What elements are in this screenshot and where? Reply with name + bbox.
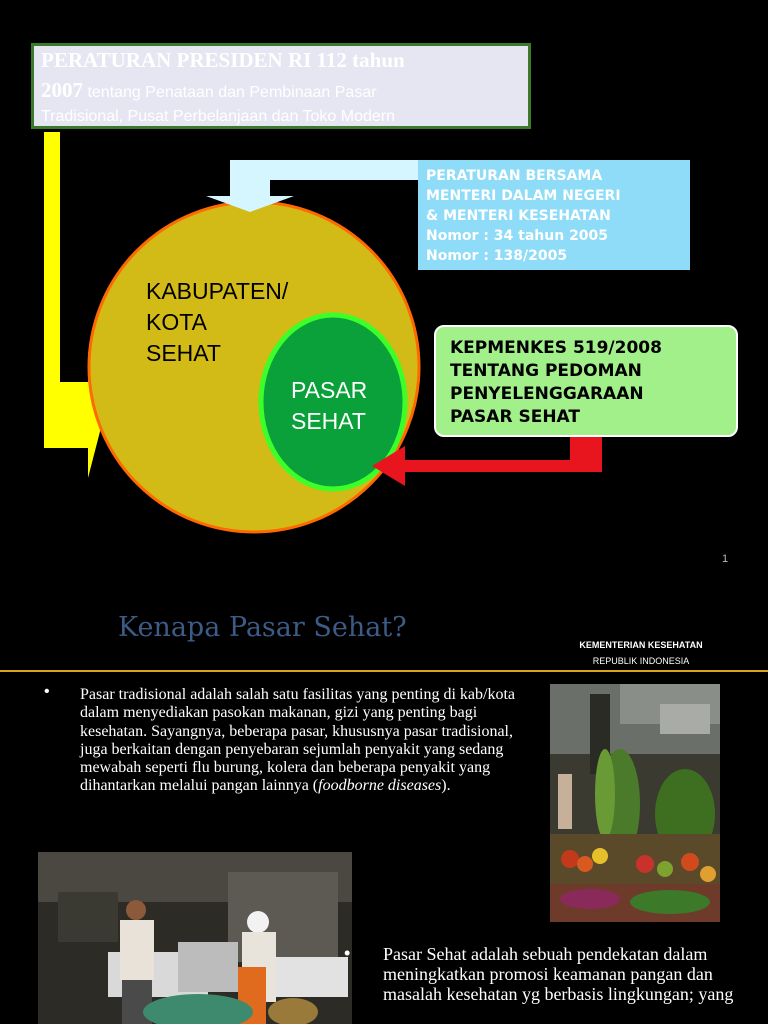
title-sans-2: tentang Penataan dan Pembinaan Pasar <box>83 84 377 101</box>
joint-reg-line: PERATURAN BERSAMA <box>426 168 603 184</box>
kepmenkes-line: PASAR SEHAT <box>450 407 580 427</box>
joint-reg-line: Nomor : 138/2005 <box>426 248 568 264</box>
red-arrow <box>372 437 602 486</box>
kepmenkes-box <box>434 325 738 437</box>
joint-regulation-box <box>418 160 690 270</box>
header-divider <box>0 670 768 672</box>
joint-reg-line: & MENTERI KESEHATAN <box>426 208 611 224</box>
slide-2-title: Kenapa Pasar Sehat? <box>118 612 407 643</box>
page-number: 1 <box>722 553 729 565</box>
joint-reg-line: MENTERI DALAM NEGERI <box>426 188 621 204</box>
blue-arrow <box>206 160 420 212</box>
outer-circle-line: SEHAT <box>146 340 221 366</box>
inner-circle-label <box>291 375 367 437</box>
title-box <box>31 43 531 129</box>
slide-2 <box>0 588 768 1024</box>
paragraph-1-end: ). <box>441 777 451 795</box>
title-sans-3: Tradisional, Pusat Perbelanjaan dan Toko Modern <box>41 108 395 125</box>
title-serif-1: PERATURAN PRESIDEN RI 112 tahun <box>41 48 405 72</box>
kepmenkes-line: KEPMENKES 519/2008 <box>450 338 662 358</box>
title-serif-2: 2007 <box>41 78 83 102</box>
paragraph-1-italic: foodborne diseases <box>318 777 442 795</box>
title-line-3 <box>41 108 395 126</box>
inner-circle-line: PASAR <box>291 377 368 403</box>
ministry-name: KEMENTERIAN KESEHATAN <box>579 640 703 650</box>
inner-circle-line: SEHAT <box>291 408 366 434</box>
joint-reg-line: Nomor : 34 tahun 2005 <box>426 228 609 244</box>
title-line-2 <box>41 78 377 103</box>
outer-circle-line: KOTA <box>146 309 207 335</box>
paragraph-2: Pasar Sehat adalah sebuah pendekatan dalam meningkatkan promosi keamanan pangan dan masalah kesehatan yg berbasis lingkungan; yang <box>383 944 734 1004</box>
market-photo <box>550 684 720 922</box>
paragraph-1 <box>80 686 520 796</box>
title-line-1 <box>41 48 405 73</box>
bullet-icon: • <box>44 683 50 700</box>
people-photo <box>38 852 352 1024</box>
paragraph-1-text: Pasar tradisional adalah salah satu fasilitas yang penting di kab/kota dalam menyediakan pasokan makanan, gizi yang penting bagi kesehatan. Sayangnya, beberapa pasar, khususnya pasar tradisional, juga berkaitan dengan penyebaran sejumlah penyakit yang sedang mewabah seperti flu burung, kolera dan beberapa penyakit yang dihantarkan melalui pangan lainnya ( <box>80 686 515 795</box>
kepmenkes-line: TENTANG PEDOMAN <box>450 361 642 381</box>
outer-circle-line: KABUPATEN/ <box>146 278 289 304</box>
yellow-arrow <box>44 132 104 478</box>
outer-circle-label <box>146 276 288 369</box>
kepmenkes-line: PENYELENGGARAAN <box>450 384 644 404</box>
ministry-country: REPUBLIK INDONESIA <box>592 656 690 666</box>
bullet-icon: • <box>344 943 351 963</box>
